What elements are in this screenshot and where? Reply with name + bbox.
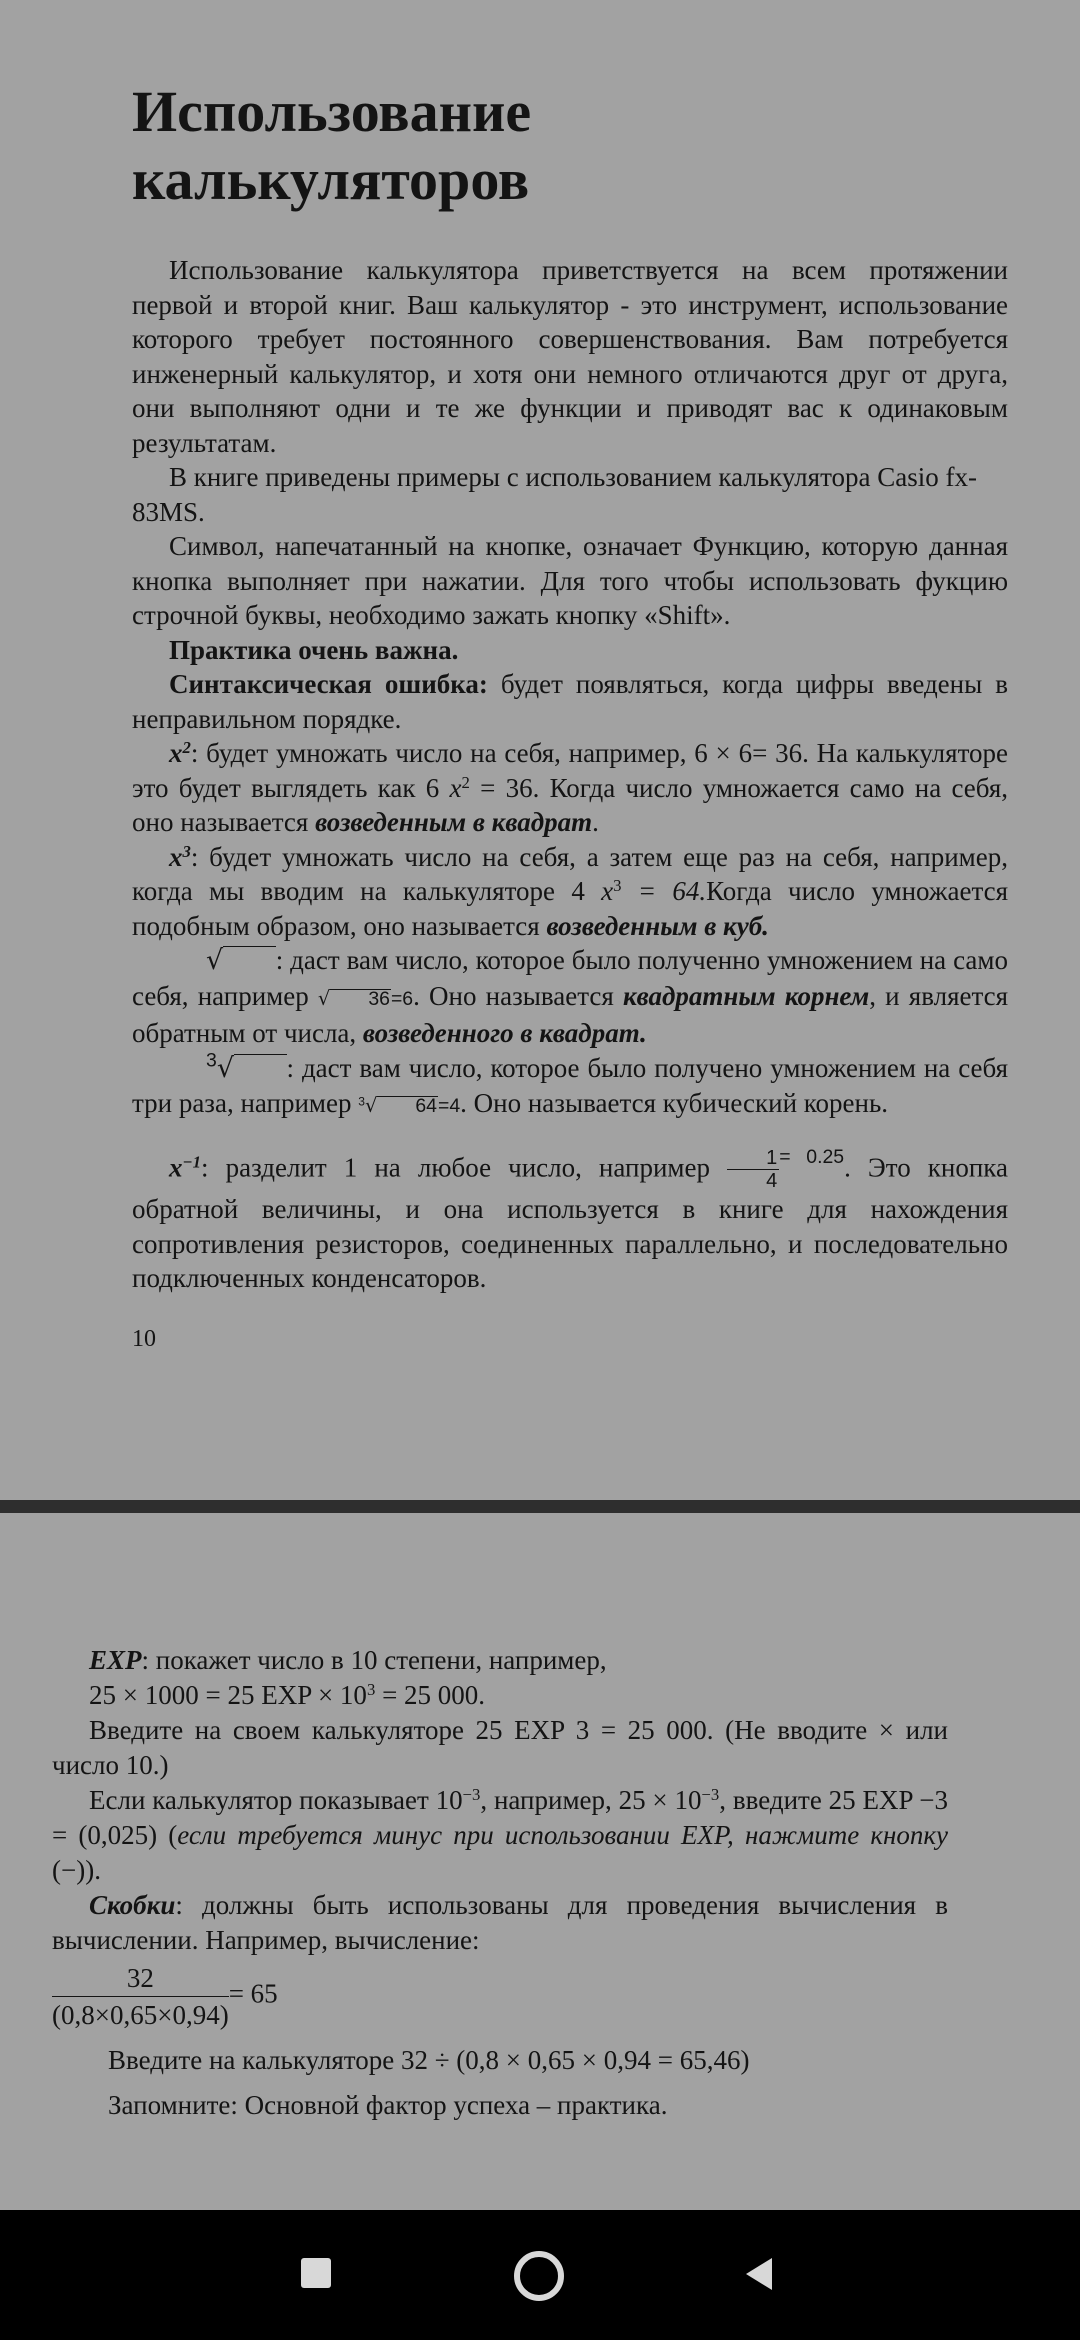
casio-paragraph: В книге приведены примеры с использованием калькулятора Casio fx-83MS. <box>132 462 977 527</box>
syntax-error-label: Синтаксическая ошибка: <box>169 669 488 699</box>
neg-sup2: −3 <box>701 1784 720 1804</box>
cbrt-result: =4 <box>437 1095 461 1117</box>
practice-bold: Практика очень важна. <box>169 634 459 665</box>
x2-base: x <box>169 738 183 768</box>
neg-sup1: −3 <box>462 1784 481 1804</box>
symbol-paragraph: Символ, напечатанный на кнопке, означает Функцию, которую данная кнопка выполняет при нажатии. Для того чтобы использовать фукцию строчной буквы, необходимо зажать кнопку «Shift». <box>132 531 1008 630</box>
sqrt-emphasis1: квадратным корнем <box>622 980 870 1011</box>
negative-exp-paragraph <box>52 1783 948 1888</box>
inv-text2: . Это кнопка обратной величины, и она используется в книге для нахождения сопротивления резисторов, соединенных параллельно, и последовательно подключенных конденсаторов. <box>132 1152 1008 1294</box>
neg-italic: если требуется минус при использовании EXP, нажмите кнопку <box>177 1820 948 1850</box>
formula-result: = 65 <box>228 1978 278 2009</box>
exp-paragraph <box>52 1643 948 1713</box>
x3-text2: = 64. <box>621 876 707 906</box>
enter-exp-paragraph: Введите на своем калькуляторе 25 EXP 3 = 25 000. (Не вводите × или число 10.) <box>52 1715 948 1780</box>
syntax-error-paragraph <box>132 667 1008 736</box>
x3-exp: 3 <box>182 841 191 861</box>
neg-text4: (−)). <box>52 1855 101 1885</box>
cube-root-paragraph <box>132 1048 1008 1124</box>
home-icon[interactable] <box>514 2251 564 2301</box>
neg-text3: , введите 25 EXP −3 = (0,025) ( <box>52 1785 949 1850</box>
x3-emphasis: возведенным в куб. <box>546 910 769 941</box>
x3-base: x <box>169 841 183 872</box>
cbrt-text2: . Оно называется кубический корень. <box>460 1088 889 1118</box>
page-title <box>132 78 952 214</box>
exp-line2a: 25 × 1000 = 25 EXP × 10 <box>89 1680 367 1710</box>
remember-paragraph: Запомните: Основной фактор успеха – практика. <box>108 2090 668 2120</box>
back-icon[interactable] <box>742 2256 778 2292</box>
sqrt-symbol-icon: √ <box>169 943 276 979</box>
cbrt-arg: 64 <box>377 1096 438 1116</box>
recent-apps-icon[interactable] <box>301 2258 331 2288</box>
inv-fraction <box>727 1147 779 1192</box>
intro-paragraph: Использование калькулятора приветствуется на всем протяжении первой и второй книг. Ваш калькулятор - это инструмент, использование которого требует постоянного совершенствования. Вам потребуется инженерный калькулятор, и хотя они немного отличаются друг от друга, они выполняют одни и те же функции и приводят вас к одинаковым результатам. <box>132 255 1008 458</box>
sqrt-text1: : даст вам число, которое было полученно умножением на само себя, например <box>132 945 1008 1011</box>
page-body <box>132 253 1008 1356</box>
x2-text2: = 36. Когда число умножается само на себя, оно называется <box>132 772 1008 837</box>
x2-emphasis: возведенным в квадрат <box>315 807 593 837</box>
practice-paragraph <box>132 633 1008 668</box>
sqrt-arg: 36 <box>330 989 391 1009</box>
syntax-error-text: будет появляться, когда цифры введены в неправильном порядке. <box>132 669 1008 734</box>
formula-denominator: (0,8×0,65×0,94) <box>52 2000 229 2030</box>
x3-inline-exp: 3 <box>613 875 622 895</box>
sqrt-example: √ 36=6 <box>317 986 414 1010</box>
inv-exp: −1 <box>182 1151 202 1171</box>
sqrt-result: =6 <box>390 987 414 1010</box>
sqrt-emphasis2: возведенного в квадрат. <box>362 1018 647 1048</box>
square-root-paragraph <box>132 943 1008 1051</box>
cbrt-symbol-icon: $^3$√ <box>169 1051 287 1087</box>
formula-numerator: 32 <box>52 1960 229 1997</box>
x2-exp: 2 <box>182 737 191 757</box>
x2-inline-x: x <box>449 772 462 803</box>
brackets-text: : должны быть использованы для проведения вычисления в вычислении. Например, вычисление: <box>52 1890 948 1955</box>
sqrt-text2: . Оно называется <box>413 980 623 1011</box>
x3-text1: : будет умножать число на себя, а затем еще раз на себя, например, когда мы вводим на калькуляторе 4 <box>132 841 1008 906</box>
inv-base: x <box>169 1152 183 1183</box>
brackets-label: Скобки <box>89 1890 176 1920</box>
title-line-2: калькуляторов <box>132 147 530 212</box>
page-number: 10 <box>132 1325 156 1352</box>
formula-fraction <box>52 1960 229 2033</box>
inverse-paragraph <box>132 1140 1008 1296</box>
sqrt-text3: , и является обратным от числа, <box>132 980 1009 1048</box>
inv-result: = 0.25 <box>779 1145 845 1168</box>
exp-label: EXP <box>89 1645 142 1675</box>
exp-line2-sup: 3 <box>366 1679 376 1699</box>
neg-text2: , например, 25 × 10 <box>480 1785 702 1815</box>
exp-text1: : покажет число в 10 степени, например, <box>141 1645 607 1675</box>
cbrt-text1: : даст вам число, которое было получено умножением на себя три раза, например <box>132 1052 1008 1118</box>
page-divider <box>0 1500 1080 1513</box>
brackets-formula <box>52 1960 948 2033</box>
cbrt-index: 3 <box>206 1048 217 1071</box>
exp-line2b: = 25 000. <box>375 1680 486 1710</box>
x-cubed-paragraph <box>132 840 1008 944</box>
neg-text1: Если калькулятор показывает 10 <box>89 1785 463 1815</box>
title-line-1: Использование <box>132 79 532 144</box>
x2-text1: : будет умножать число на себя, например, 6 × 6= 36. На калькуляторе это будет выглядеть как 6 <box>132 738 1008 803</box>
x3-inline-x: x <box>601 876 614 906</box>
cbrt-example: $^3$√ 64=4 <box>358 1094 461 1117</box>
brackets-paragraph <box>52 1888 948 1958</box>
inv-fraction-num: 1 <box>727 1147 779 1170</box>
x2-inline-exp: 2 <box>461 772 470 792</box>
x-squared-paragraph <box>132 736 1008 840</box>
cbrt-example-index: 3 <box>358 1094 365 1109</box>
enter-brackets-paragraph: Введите на калькуляторе 32 ÷ (0,8 × 0,65 × 0,94 = 65,46) <box>108 2045 750 2075</box>
inv-fraction-den: 4 <box>766 1170 778 1193</box>
x3-text3: Когда число умножается подобным образом, оно называется <box>132 876 1008 941</box>
x2-text3: . <box>592 807 599 837</box>
inv-text1: : разделит 1 на любое число, например <box>201 1152 728 1183</box>
page2-body <box>52 1643 948 2123</box>
